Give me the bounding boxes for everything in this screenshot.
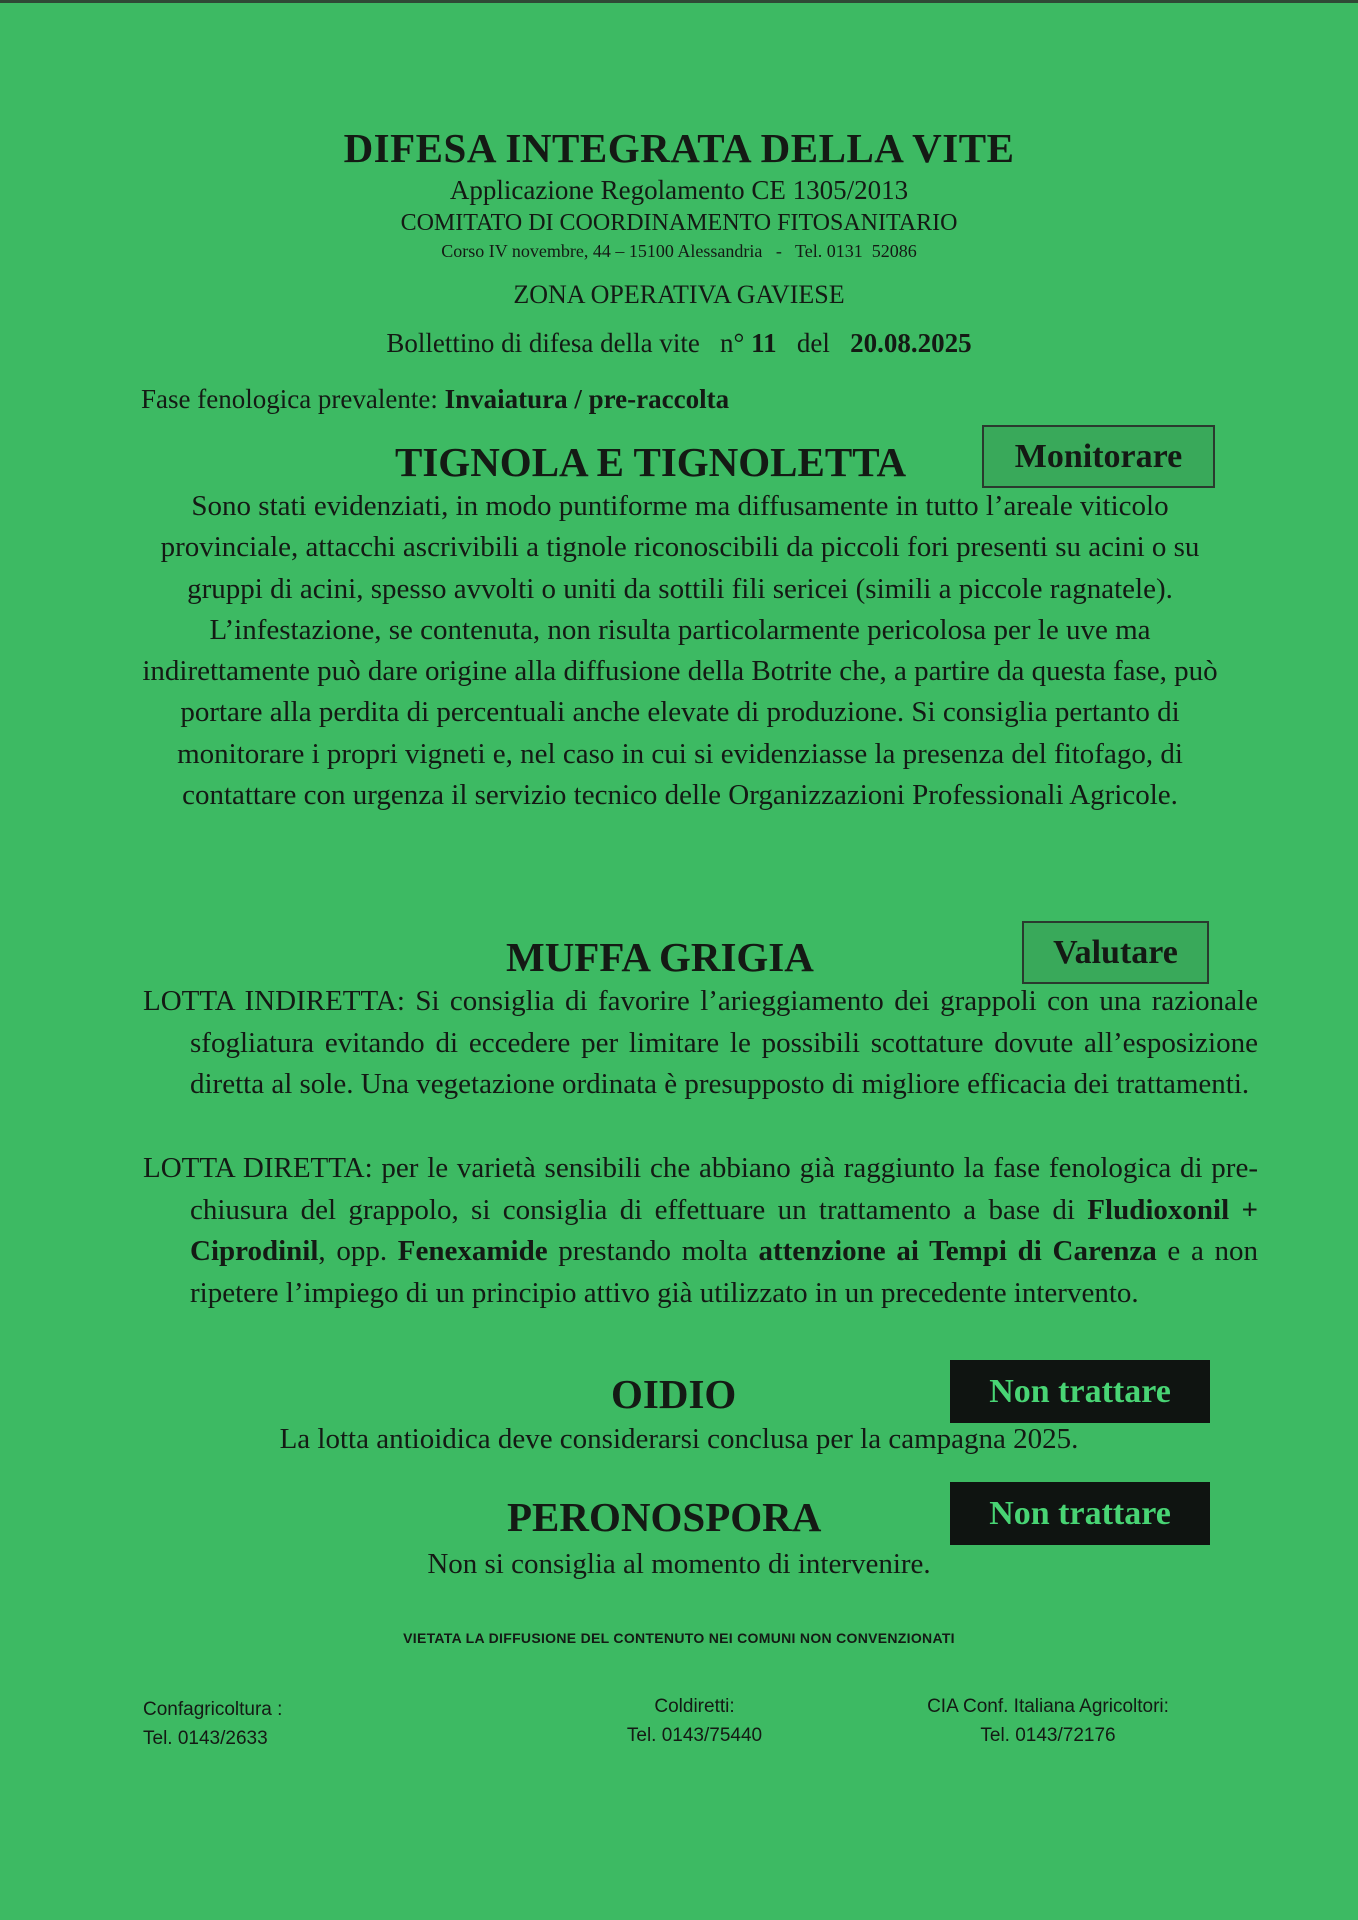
distribution-warning: VIETATA LA DIFFUSIONE DEL CONTENUTO NEI COMUNI NON CONVENZIONATI (403, 1630, 955, 1646)
lotta-diretta-part2: , opp. (318, 1235, 398, 1267)
contact-confagricoltura (143, 1695, 282, 1753)
status-badge-muffa: Valutare (1022, 921, 1209, 984)
contact-name: Coldiretti: (654, 1696, 735, 1717)
lotta-diretta-text (143, 1148, 1258, 1314)
lotta-diretta-part3: prestando molta (547, 1235, 759, 1267)
bulletin-date: 20.08.2025 (850, 328, 972, 358)
lotta-diretta-part4: e a non ripetere l’impiego di un principio attivo già utilizzato in un precedente intervento. (190, 1235, 1258, 1309)
contact-cia (893, 1692, 1203, 1750)
section-title-peronospora: PERONOSPORA (507, 1494, 822, 1540)
section-title-tignola: TIGNOLA E TIGNOLETTA (395, 439, 907, 485)
contact-name: Confagricoltura : (143, 1699, 283, 1720)
date-label: del (796, 328, 830, 358)
contact-coldiretti (612, 1692, 777, 1750)
active-ingredient-2: Fenexamide (397, 1235, 548, 1267)
phenological-phase (141, 384, 729, 415)
phase-value: Invaiatura / pre-raccolta (444, 384, 730, 414)
carenza-warning: attenzione ai Tempi di Carenza (758, 1235, 1157, 1267)
section-text-oidio: La lotta antioidica deve considerarsi conclusa per la campagna 2025. (279, 1423, 1079, 1455)
contact-tel: Tel. 0143/2633 (143, 1728, 268, 1749)
lotta-diretta-part1: LOTTA DIRETTA: per le varietà sensibili che abbiano già raggiunto la fase fenologica di pre-chiusura del grappolo, si consiglia di effettuare un trattamento a base di (143, 1152, 1258, 1226)
contact-tel: Tel. 0143/72176 (980, 1725, 1116, 1746)
address-line: Corso IV novembre, 44 – 15100 Alessandria - Tel. 0131 52086 (441, 241, 917, 261)
bulletin-number: 11 (751, 328, 777, 358)
status-badge-oidio: Non trattare (950, 1360, 1210, 1423)
section-title-oidio: OIDIO (611, 1371, 737, 1417)
zone-line: ZONA OPERATIVA GAVIESE (513, 280, 845, 309)
committee-line: COMITATO DI COORDINAMENTO FITOSANITARIO (400, 210, 958, 236)
contact-name: CIA Conf. Italiana Agricoltori: (927, 1696, 1169, 1717)
status-badge-tignola: Monitorare (982, 425, 1215, 488)
section-text-peronospora: Non si consiglia al momento di intervenire. (427, 1548, 931, 1580)
bulletin-line (0, 328, 1358, 359)
lotta-indiretta-text: LOTTA INDIRETTA: Si consiglia di favorire l’arieggiamento dei grappoli con una razionale sfogliatura evitando di eccedere per limitare le possibili scottature dovute all’esposizione diretta al sole. Una vegetazione ordinata è presupposto di migliore efficacia dei trattamenti. (143, 985, 1258, 1100)
contact-tel: Tel. 0143/75440 (626, 1725, 763, 1746)
status-badge-peronospora: Non trattare (950, 1482, 1210, 1545)
document-title: DIFESA INTEGRATA DELLA VITE (343, 125, 1015, 171)
regulation-line: Applicazione Regolamento CE 1305/2013 (449, 175, 909, 205)
bulletin-label: Bollettino di difesa della vite n° (386, 328, 745, 358)
phase-label: Fase fenologica prevalente: (141, 384, 438, 414)
active-ingredient-1: Fludioxonil + Ciprodinil (190, 1193, 1258, 1267)
section-text-tignola: Sono stati evidenziati, in modo puntiforme ma diffusamente in tutto l’areale viticolo provinciale, attacchi ascrivibili a tignole riconoscibili da piccoli fori presenti su acini o su gruppi di acini, spesso avvolti o uniti da sottili fili sericei (simili a piccole ragnatele). L’infestazione, se contenuta, non risulta particolarmente pericolosa per le uve ma indirettamente può dare origine alla diffusione della Botrite che, a partire da questa fase, può portare alla perdita di percentuali anche elevate di produzione. Si consiglia pertanto di monitorare i propri vigneti e, nel caso in cui si evidenziasse la presenza del fitofago, di contattare con urgenza il servizio tecnico delle Organizzazioni Professionali Agricole. (142, 490, 1218, 812)
section-title-muffa: MUFFA GRIGIA (506, 934, 814, 980)
top-border (0, 0, 1358, 3)
